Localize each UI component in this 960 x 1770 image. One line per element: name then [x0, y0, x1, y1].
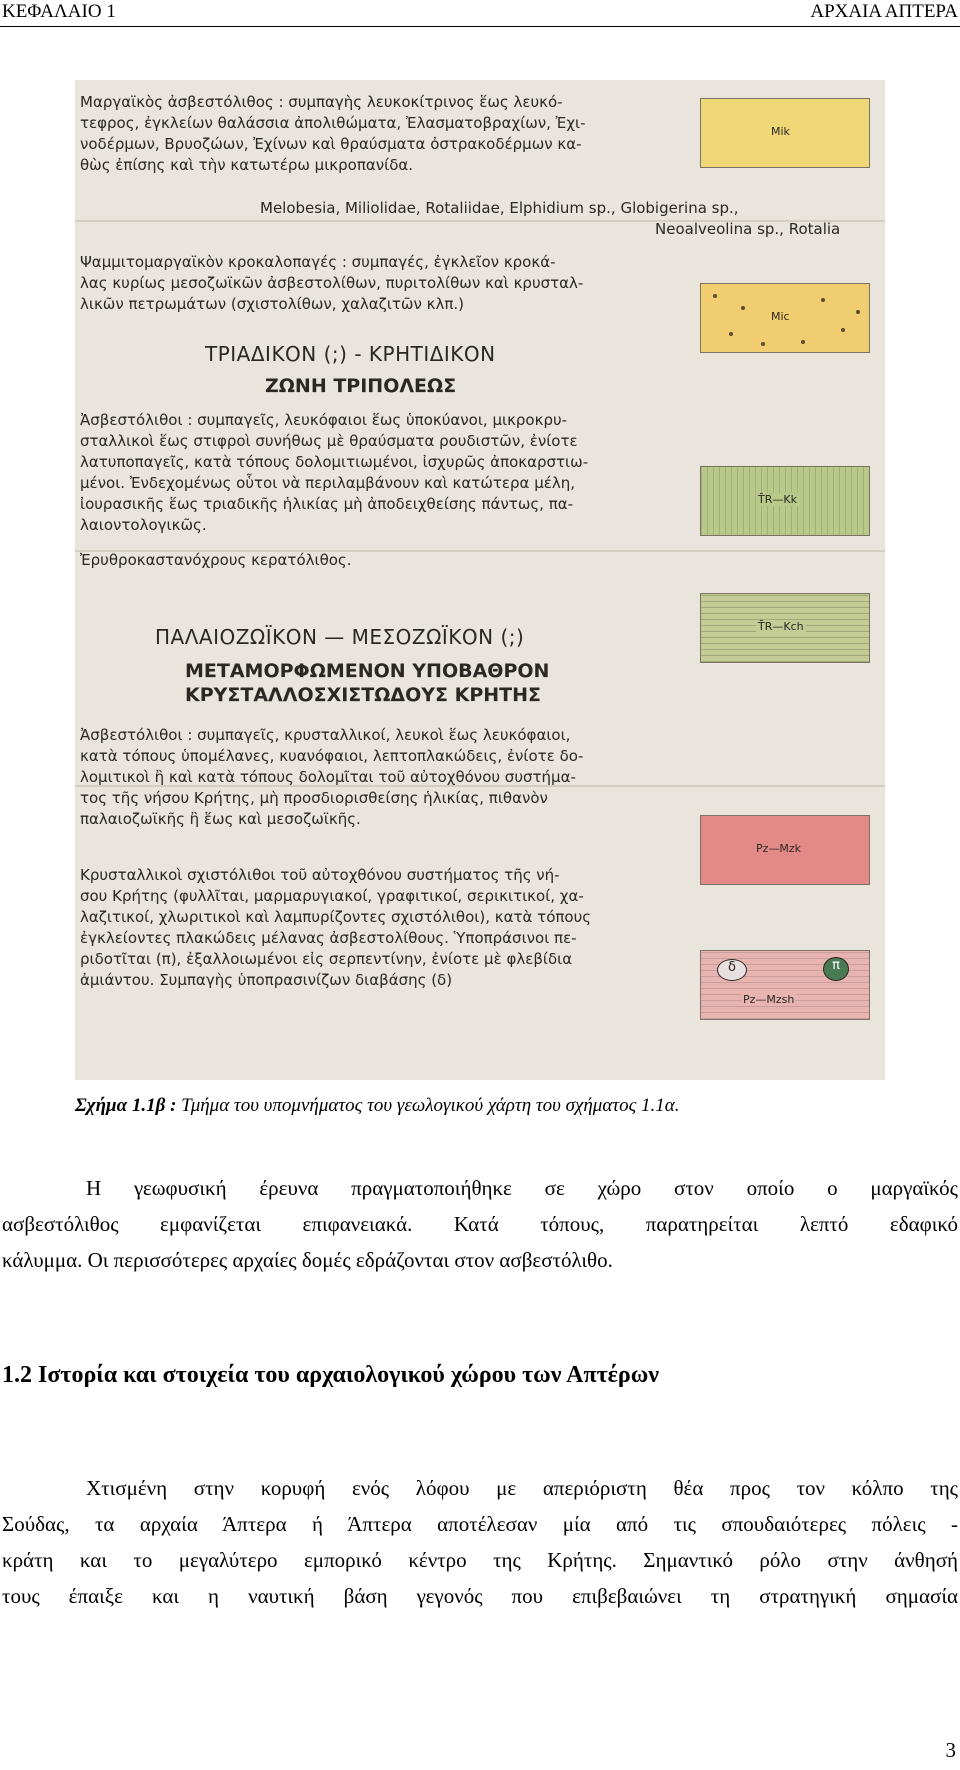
legend-line: τεφρος, ἐγκλείων θαλάσσια ἀπολιθώματα, Ἐλασματοβραχίων, Ἐχι-: [80, 114, 586, 132]
pebble-dot: [713, 294, 717, 298]
legend-line: παλαιοζωϊκῆς ἢ ἕως καὶ μεσοζωϊκῆς.: [80, 810, 361, 828]
metamorphic-heading-2: ΚΡΥΣΤΑΛΛΟΣΧΙΣΤΩΔΟΥΣ ΚΡΗΤΗΣ: [185, 684, 541, 706]
legend-line: νοδέρμων, Βρυοζώων, Ἐχίνων καὶ θραύσματα ὀστρακοδέρμων κα-: [80, 135, 582, 153]
caption-label: Σχήμα 1.1β :: [75, 1095, 177, 1116]
legend-figure: [75, 80, 885, 1080]
paragraph-line: Χτισμένη στην κορυφή ενός λόφου με απεριόριστη θέα προς τον κόλπο της: [86, 1476, 958, 1500]
swatch-mik: [700, 98, 870, 168]
paragraph-history: [2, 1470, 958, 1614]
fauna-line: Melobesia, Miliolidae, Rotaliidae, Elphidium sp., Globigerina sp.,: [260, 199, 739, 217]
legend-line: ἐγκλείοντες πλακώδεις μέλανας ἀσβεστολίθους. Ὑποπράσινοι πε-: [80, 929, 577, 947]
header-rule: [0, 26, 960, 27]
paragraph-line: ασβεστόλιθος εμφανίζεται επιφανειακά. Κατά τόπους, παρατηρείται λεπτό εδαφικό: [2, 1212, 958, 1236]
swatch-label: Pz—Mzsh: [743, 993, 795, 1006]
swatch-label: Mic: [771, 310, 790, 323]
paragraph-line: Η γεωφυσική έρευνα πραγματοποιήθηκε σε χώρο στον οποίο ο μαργαϊκός: [86, 1176, 958, 1200]
running-title: ΑΡΧΑΙΑ ΑΠΤΕΡΑ: [810, 1, 958, 22]
paragraph-line: Σούδας, τα αρχαία Άπτερα ή Άπτερα αποτέλεσαν μία από τις σπουδαιότερες πόλεις -: [2, 1512, 958, 1536]
legend-line: ριδοτῖται (π), ἐξαλλοιωμένοι εἰς σερπεντίνην, ἐνίοτε μὲ φλεβίδια: [80, 950, 573, 968]
legend-line: μένοι. Ἐνδεχομένως οὗτοι νὰ περιλαμβάνουν καὶ κατώτερα μέλη,: [80, 474, 575, 492]
swatch-kch: [700, 593, 870, 663]
swatch-label: Mik: [771, 125, 790, 138]
pebble-dot: [841, 328, 845, 332]
paragraph-geophysics: [2, 1170, 958, 1278]
legend-line: Μαργαϊκὸς ἀσβεστόλιθος : συμπαγὴς λευκοκίτρινος ἕως λευκό-: [80, 93, 563, 111]
section-heading: 1.2 Ιστορία και στοιχεία του αρχαιολογικού χώρου των Απτέρων: [2, 1362, 660, 1388]
caption-text: Τμήμα του υπομνήματος του γεωλογικού χάρτη του σχήματος 1.1α.: [176, 1095, 680, 1116]
running-header: [0, 0, 960, 28]
legend-line: λαζιτικοί, χλωριτικοὶ καὶ λαμπυρίζοντες σχιστόλιθοι), κατὰ τόπους: [80, 908, 592, 926]
legend-line: Ψαμμιτομαργαϊκὸν κροκαλοπαγές : συμπαγές, ἐγκλεῖον κροκά-: [80, 253, 556, 271]
legend-line: θὼς ἐπίσης καὶ τὴν κατωτέρω μικροπανίδα.: [80, 156, 414, 174]
page-number: 3: [945, 1738, 956, 1762]
pebble-dot: [821, 298, 825, 302]
pebble-dot: [761, 342, 765, 346]
legend-line: σου Κρήτης (φυλλῖται, μαρμαρυγιακοί, γραφιτικοί, σερικιτικοί, χα-: [80, 887, 584, 905]
paragraph-line: κράτη και το μεγαλύτερο εμπορικό κέντρο της Κρήτης. Σημαντικό ρόλο στην άνθησή: [2, 1548, 958, 1572]
legend-line: κατὰ τόπους ὑπομέλανες, κυανόφαιοι, λεπτοπλακώδεις, ἐνίοτε δο-: [80, 747, 584, 765]
swatch-kk: [700, 466, 870, 536]
metamorphic-heading-1: ΜΕΤΑΜΟΡΦΩΜΕΝΟΝ ΥΠΟΒΑΘΡΟΝ: [185, 660, 550, 682]
pebble-dot: [729, 332, 733, 336]
legend-line: Ἀσβεστόλιθοι : συμπαγεῖς, λευκόφαιοι ἕως ὑποκύανοι, μικροκρυ-: [80, 411, 568, 429]
chert-line: Ἐρυθροκαστανόχρους κερατόλιθος.: [80, 551, 352, 569]
swatch-label: Pz—Mzk: [756, 842, 802, 855]
legend-line: λατυποπαγεῖς, κατὰ τόπους δολομιτιωμένοι, ἰσχυρῶς ἀποκαρστιω-: [80, 453, 589, 471]
legend-line: ἀμιάντου. Συμπαγὴς ὑποπρασινίζων διαβάσης (δ): [80, 971, 453, 989]
chapter-label: ΚΕΦΑΛΑΙΟ 1: [2, 1, 116, 22]
triassic-heading: ΤΡΙΑΔΙΚΟΝ (;) - ΚΡΗΤΙΔΙΚΟΝ: [205, 342, 496, 366]
peridotite-marker: π: [823, 957, 849, 981]
swatch-label: T̄R—Kch: [758, 620, 804, 633]
pebble-dot: [856, 310, 860, 314]
tripolis-heading: ΖΩΝΗ ΤΡΙΠΟΛΕΩΣ: [265, 375, 457, 397]
legend-line: λαιοντολογικῶς.: [80, 516, 207, 534]
legend-line: λικῶν πετρωμάτων (σχιστολίθων, χαλαζιτῶν κλπ.): [80, 295, 465, 313]
swatch-label: T̄R—Kk: [758, 493, 797, 506]
paragraph-line: κάλυμμα. Οι περισσότερες αρχαίες δομές εδράζονται στον ασβεστόλιθο.: [2, 1248, 613, 1272]
legend-line: ἰουρασικῆς ἕως τριαδικῆς ἡλικίας μὴ ἀποδειχθείσης πάντως, πα-: [80, 495, 574, 513]
diabase-marker: δ: [717, 959, 747, 981]
pebble-dot: [741, 306, 745, 310]
legend-line: τος τῆς νήσου Κρήτης, μὴ προσδιορισθείσης ἡλικίας, πιθανὸν: [80, 789, 548, 807]
legend-line: Κρυσταλλικοὶ σχιστόλιθοι τοῦ αὐτοχθόνου συστήματος τῆς νή-: [80, 866, 560, 884]
legend-line: Ἀσβεστόλιθοι : συμπαγεῖς, κρυσταλλικοί, λευκοὶ ἕως λευκόφαιοι,: [80, 726, 571, 744]
swatch-mzk: [700, 815, 870, 885]
legend-line: σταλλικοὶ ἕως στιφροὶ συνήθως μὲ θραύσματα ρουδιστῶν, ἐνίοτε: [80, 432, 578, 450]
legend-line: λομιτικοὶ ἢ καὶ κατὰ τόπους δολομῖται τοῦ αὐτοχθόνου συστήμα-: [80, 768, 576, 786]
pebble-dot: [801, 340, 805, 344]
fauna-line: Neoalveolina sp., Rotalia: [655, 220, 841, 238]
legend-line: λας κυρίως μεσοζωϊκῶν ἀσβεστολίθων, πυριτολίθων καὶ κρυσταλ-: [80, 274, 584, 292]
figure-caption: [75, 1095, 680, 1117]
paragraph-line: τους έπαιξε και η ναυτική βάση γεγονός που επιβεβαιώνει τη στρατηγική σημασία: [2, 1584, 958, 1608]
swatch-mic: [700, 283, 870, 353]
paleozoic-heading: ΠΑΛΑΙΟΖΩΪΚΟΝ — ΜΕΣΟΖΩΪΚΟΝ (;): [155, 625, 525, 649]
swatch-mzsh: [700, 950, 870, 1020]
